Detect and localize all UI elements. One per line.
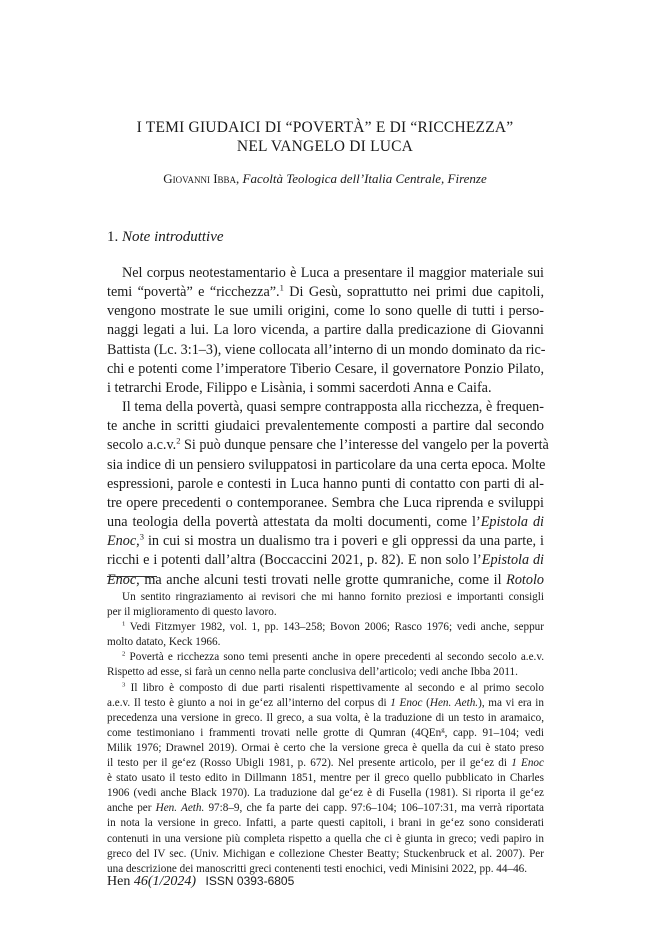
journal-volume: 46(1/2024) [133, 874, 197, 889]
footnote-2: $^2$ Povertà e ricchezza sono temi presenti anche in opere precedenti al secondo secolo a.e.v. Rispetto ad esse, si farà un cenno nella parte conclusiva dell’articolo; vedi anche Ibba 2011. [107, 650, 545, 679]
author-name: Giovanni Ibba [163, 171, 237, 186]
section-heading [107, 229, 224, 246]
article-title [60, 118, 590, 156]
section-title: Note introduttive [122, 229, 224, 245]
text-line: chi e potenti come l’imperatore Tiberio Cesare, il governatore Ponzio Pilato, [107, 360, 544, 377]
text-line: temi “povertà” e “ricchezza”.$^1$ Di Gesù, soprattutto nei primi due capitoli, [107, 282, 544, 301]
title-line-2: NEL VANGELO DI LUCA [236, 138, 414, 155]
text-line: Nel corpus neotestamentario è Luca a presentare il maggior materiale sui [122, 265, 544, 281]
text-line: tre opere precedenti o contemporanee. Sembra che Luca riprenda e sviluppi [107, 494, 544, 511]
text-line: Battista (Lc. 3:1–3), viene collocata all’interno di un mondo dominato da ric- [107, 341, 546, 358]
footnote-ref-3[interactable]: 3 [139, 531, 144, 542]
text-line: Enoc,$^3$ in cui si mostra un dualismo tra i poveri e gli oppressi da una parte, i [107, 531, 544, 550]
text-line: ricchi e i potenti dall’altra (Boccaccini 2021, p. 82). E non solo l’Epistola di [107, 552, 544, 569]
text-line: i tetrarchi Erode, Filippo e Lisània, i sommi sacerdoti Anna e Caifa. [107, 379, 492, 396]
title-line-1: I TEMI GIUDAICI DI “POVERTÀ” E DI “RICCHEZZA” [136, 119, 514, 136]
text-line: vengono mostrate le sue umili origini, come lo sono quelle di tutti i perso- [107, 303, 544, 320]
paragraph-2 [107, 398, 549, 590]
footnote-1: $^1$ Vedi Fitzmyer 1982, vol. 1, pp. 143–258; Bovon 2006; Rasco 1976; vedi anche, seppur molto datato, Keck 1966. [107, 620, 544, 649]
text-line: sia indice di un pensiero sviluppatosi in particolare da una certa epoca. Molte [107, 456, 546, 473]
footnote-3: $^3$ Il libro è composto di due parti risalenti rispettivamente al secondo e al primo secolo a.e.v. Il testo è giunto a noi in ge‘ez all’interno del corpus di 1 Enoc (Hen. Aeth.), ma vi era in precedenza una versione in greco. Il greco, a sua volta, è la traduzione di un testo in aramaico, come testimoniano i frammenti trovati nelle grotte di Qumran (4QEn$^g$, capp. 91–104; vedi Milik 1976; Drawnel 2019). Ormai è certo che la versione greca è quella da cui è stato preso il testo per il ge‘ez (Rosso Ubigli 1981, p. 672). Nel presente articolo, per il ge‘ez di 1 Enoc è stato usato il testo edito in Dillmann 1851, mentre per il greco quello pubblicato in Charles 1906 (vedi anche Black 1970). La traduzione dal ge‘ez è di Fusella (1981). Si riporta il ge‘ez anche per Hen. Aeth. 97:8–9, che fa parte dei capp. 97:6–104; 106–107:31, ma verrà riportata in nota la versione in greco. Infatti, a parte questi capitoli, i brani in ge‘ez sono considerati contenuti in una versione più completa rispetto a quella che ci è giunta in greco; vedi papiro in greco del IV sec. (Univ. Michigan e collezione Chester Beatty; Stuckenbruck et al. 2007). Per una descrizione dei manoscritti greci contenenti testi enochici, vedi Minisini 2022, pp. 44–46. [107, 680, 545, 875]
text-line: espressioni, parole e contesti in Luca hanno punti di contatto con parti di al- [107, 475, 544, 492]
footnote-rule [107, 576, 157, 577]
body-text [107, 264, 549, 590]
section-number: 1. [107, 229, 119, 245]
author-line: Giovanni Ibba, Facoltà Teologica dell’Italia Centrale, Firenze [163, 171, 487, 186]
text-line: Il tema della povertà, quasi sempre contrapposta alla ricchezza, è frequen- [122, 399, 544, 416]
text-line: Enoc, ma anche alcuni testi trovati nelle grotte qumraniche, come il Rotolo [107, 571, 544, 588]
footnote-ref-1[interactable]: 1 [279, 282, 284, 293]
author-affiliation: Facoltà Teologica dell’Italia Centrale, Firenze [242, 171, 487, 186]
text-line: naggi legati a lui. La loro vicenda, a partire dalla predicazione di Giovanni [107, 322, 544, 339]
footnotes [107, 590, 544, 877]
journal-name: Hen [107, 874, 131, 889]
paragraph-1 [107, 264, 544, 398]
text-line: una teologia della povertà attestata da molti documenti, come l’Epistola di [107, 514, 544, 531]
footnote-acknowledgement: Un sentito ringraziamento ai revisori che mi hanno fornito preziosi e importanti consigli per il miglioramento di questo lavoro. [107, 591, 544, 619]
footnote-ref-2[interactable]: 2 [176, 435, 181, 446]
issn: ISSN 0393-6805 [205, 874, 295, 888]
page-footer [107, 874, 294, 890]
text-line: te anche in scritti giudaici prevalentemente composti a partire dal secondo [107, 418, 544, 435]
text-line: secolo a.c.v.$^2$ Si può dunque pensare che l’interesse del vangelo per la povertà [107, 435, 549, 454]
